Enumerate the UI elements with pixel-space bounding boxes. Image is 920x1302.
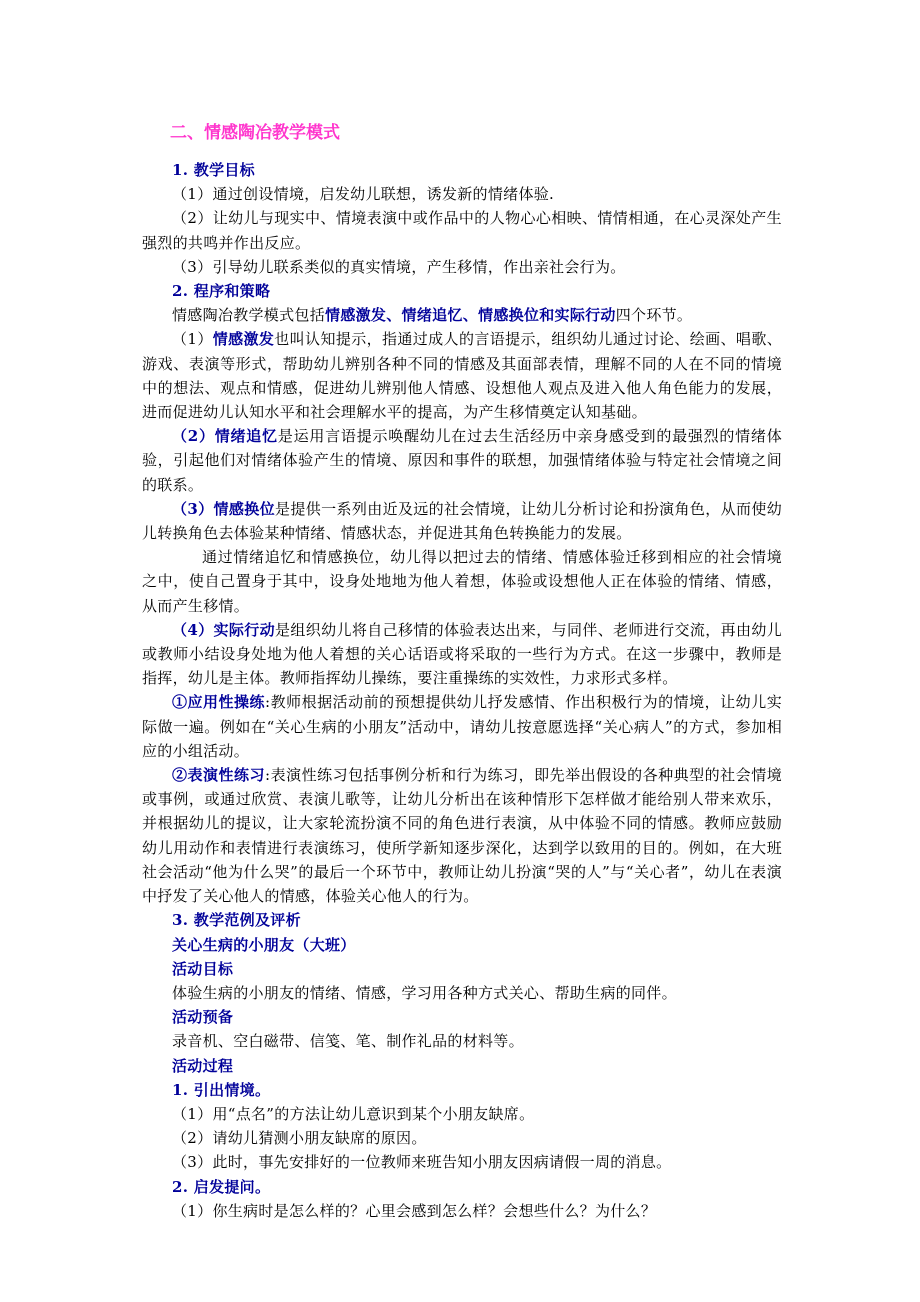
stage-3-number: （3） [172, 499, 214, 518]
stage-4-paragraph [142, 618, 782, 691]
step-2-heading: 2. 启发提问。 [172, 1177, 271, 1196]
stage-1-term: 情感激发 [212, 330, 275, 349]
goal-paragraph-3: （3）引导幼儿联系类似的真实情境，产生移情，作出亲社会行为。 [172, 257, 626, 276]
step-2-item-1: （1）你生病时是怎么样的？心里会感到怎么样？会想些什么？为什么？ [172, 1201, 657, 1220]
stage-3-paragraph [142, 497, 782, 545]
intro-text-a: 情感陶冶教学模式包括 [172, 306, 326, 325]
goal-paragraph-1: （1）通过创设情境，启发幼儿联想，诱发新的情绪体验. [172, 185, 555, 204]
practice-1-term: ①应用性操练 [172, 693, 266, 712]
stage-3-term: 情感换位 [213, 499, 276, 518]
stage-2-paragraph [142, 424, 782, 497]
stage-3-followup: 通过情绪追忆和情感换位，幼儿得以把过去的情绪、情感体验迁移到相应的社会情境之中，使自己置身于其中，设身处地地为他人着想，体验或设想他人正在体验的情绪、情感，从而产生移情。 [142, 548, 782, 615]
stage-4-term: 实际行动 [213, 620, 276, 639]
stage-2-text: 是运用言语提示唤醒幼儿在过去生活经历中亲身感受到的最强烈的情绪体验，引起他们对情绪体验产生的情境、原因和事件的联想，加强情绪体验与特定社会情境之间的联系。 [142, 427, 783, 494]
practice-2-paragraph [142, 763, 782, 908]
step-1-item-2: （2）请幼儿猜测小朋友缺席的原因。 [172, 1129, 427, 1148]
example-title: 关心生病的小朋友（大班） [172, 935, 356, 954]
activity-goals-text: 体验生病的小朋友的情绪、情感，学习用各种方式关心、帮助生病的同伴。 [172, 983, 677, 1002]
practice-1-text: :教师根据活动前的预想提供幼儿抒发感情、作出积极行为的情境，让幼儿实际做一遍。例如在“关心生病的小朋友”活动中，请幼儿按意愿选择“关心病人”的方式，参加相应的小组活动。 [142, 693, 782, 760]
step-1-item-1: （1）用“点名”的方法让幼儿意识到某个小朋友缺席。 [172, 1104, 535, 1123]
heading-activity-process: 活动过程 [172, 1056, 234, 1075]
stage-1-number: （1） [172, 330, 213, 349]
stage-4-number: （4） [172, 620, 214, 639]
heading-activity-prep: 活动预备 [172, 1008, 234, 1027]
intro-text-c: 四个环节。 [615, 306, 693, 325]
stage-2-number: （2） [172, 427, 215, 446]
activity-prep-text: 录音机、空白磁带、信笺、笔、制作礼品的材料等。 [172, 1032, 524, 1051]
section-title: 二、情感陶冶教学模式 [170, 123, 340, 143]
stage-1-text: 也叫认知提示，指通过成人的言语提示，组织幼儿通过讨论、绘画、唱歌、游戏、表演等形式，帮助幼儿辨别各种不同的情感及其面部表情，理解不同的人在不同的情境中的想法、观点和情感，促进幼儿辨别他人情感、设想他人观点及进入他人角色能力的发展，进而促进幼儿认知水平和社会理解水平的提高，为产生移情奠定认知基础。 [142, 330, 783, 422]
stage-2-term: 情绪追忆 [214, 427, 278, 446]
intro-highlight: 情感激发、情绪追忆、情感换位和实际行动 [325, 306, 616, 325]
heading-activity-goals: 活动目标 [172, 959, 234, 978]
procedure-intro [142, 303, 782, 327]
step-1-item-3: （3）此时，事先安排好的一位教师来班告知小朋友因病请假一周的消息。 [172, 1153, 672, 1172]
heading-teaching-goals: 1. 教学目标 [172, 161, 255, 179]
stage-1-paragraph [142, 327, 782, 424]
stage-3-text: 是提供一系列由近及远的社会情境，让幼儿分析讨论和扮演角色，从而使幼儿转换角色去体验某种情绪、情感状态，并促进其角色转换能力的发展。 [142, 499, 783, 543]
goal-paragraph-2: （2）让幼儿与现实中、情境表演中或作品中的人物心心相映、情情相通，在心灵深处产生强烈的共鸣并作出反应。 [142, 209, 782, 252]
stage-4-text: 是组织幼儿将自己移情的体验表达出来，与同伴、老师进行交流，再由幼儿或教师小结设身处地为他人着想的关心话语或将采取的一些行为方式。在这一步骤中，教师是指挥，幼儿是主体。教师指挥幼儿操练，要注重操练的实效性，力求形式多样。 [142, 620, 783, 688]
practice-2-term: ②表演性练习 [172, 766, 266, 785]
practice-1-paragraph [142, 690, 782, 763]
document-page [142, 118, 782, 1223]
heading-examples: 3. 教学范例及评析 [172, 911, 301, 930]
practice-2-text: :表演性练习包括事例分析和行为练习，即先举出假设的各种典型的社会情境或事例，或通过欣赏、表演儿歌等，让幼儿分析出在该种情形下怎样做才能给别人带来欢乐，并根据幼儿的提议，让大家轮流扮演不同的角色进行表演，从中体验不同的情感。教师应鼓励幼儿用动作和表情进行表演练习，使所学新知逐步深化，达到学以致用的目的。例如，在大班社会活动“他为什么哭”的最后一个环节中，教师让幼儿扮演“哭的人”与“关心者”，幼儿在表演中抒发了关心他人的情感，体验关心他人的行为。 [142, 766, 782, 906]
step-1-heading: 1. 引出情境。 [172, 1080, 271, 1099]
heading-procedure: 2. 程序和策略 [172, 282, 271, 301]
